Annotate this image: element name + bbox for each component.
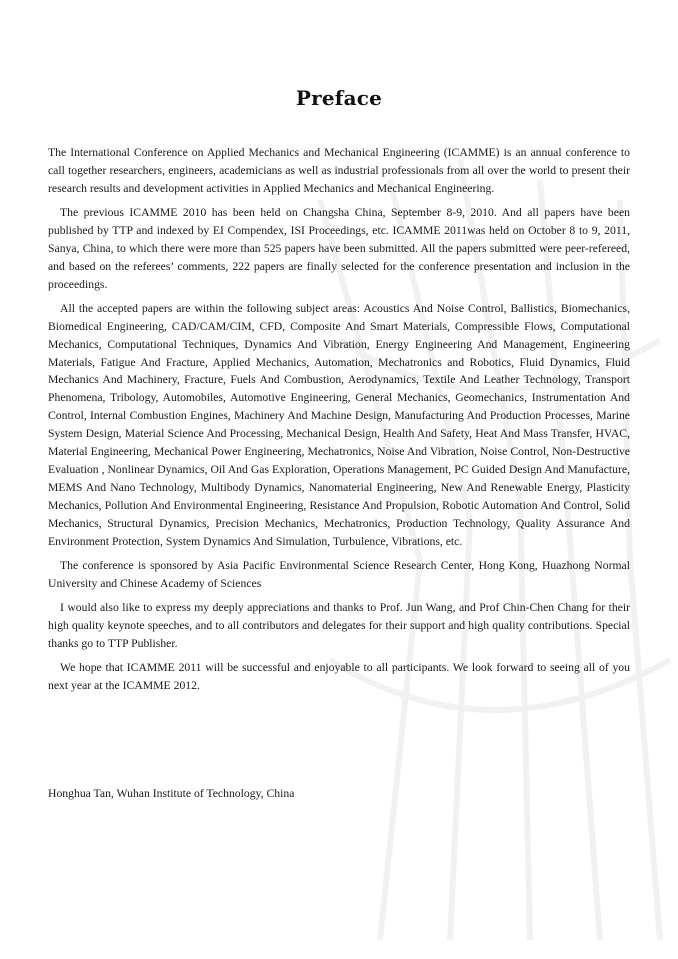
preface-body <box>48 144 630 701</box>
paragraph-history: The previous ICAMME 2010 has been held on Changsha China, September 8-9, 2010. And all papers have been published by TTP and indexed by EI Compendex, ISI Proceedings, etc. ICAMME 2011was held on October 8 to 9, 2011, Sanya, China, to which there were more than 525 papers have been submitted. All the papers submitted were peer-refereed, and based on the referees’ comments, 222 papers are finally selected for the conference presentation and inclusion in the proceedings. <box>48 206 630 291</box>
paragraph-sponsors: The conference is sponsored by Asia Pacific Environmental Science Research Center, Hong Kong, Huazhong Normal University and Chinese Academy of Sciences <box>48 558 630 590</box>
paragraph-closing: We hope that ICAMME 2011 will be successful and enjoyable to all participants. We look forward to seeing all of you next year at the ICAMME 2012. <box>48 660 630 692</box>
paragraph-subject-areas: All the accepted papers are within the following subject areas: Acoustics And Noise Control, Ballistics, Biomechanics, Biomedical Engineering, CAD/CAM/CIM, CFD, Composite And Smart Materials, Compressible Flows, Computational Mechanics, Computational Techniques, Dynamics And Vibration, Energy Engineering And Management, Engineering Materials, Fatigue And Fracture, Applied Mechanics, Automation, Mechatronics and Robotics, Fluid Dynamics, Fluid Mechanics And Machinery, Fracture, Fuels And Combustion, Aerodynamics, Textile And Leather Technology, Transport Phenomena, Tribology, Automobiles, Automotive Engineering, General Mechanics, Geomechanics, Instrumentation And Control, Internal Combustion Engines, Machinery And Machine Design, Manufacturing And Production Processes, Marine System Design, Material Science And Processing, Mechanical Design, Health And Safety, Heat And Mass Transfer, HVAC, Material Engineering, Mechanical Power Engineering, Mechatronics, Noise And Vibration, Noise Control, Non-Destructive Evaluation , Nonlinear Dynamics, Oil And Gas Exploration, Operations Management, PC Guided Design And Manufacture, MEMS And Nano Technology, Multibody Dynamics, Nanomaterial Engineering, New And Renewable Energy, Plasticity Mechanics, Pollution And Environmental Engineering, Resistance And Propulsion, Robotic Automation And Control, Solid Mechanics, Structural Dynamics, Precision Mechanics, Mechatronics, Production Technology, Quality Assurance And Environment Protection, System Dynamics And Simulation, Turbulence, Vibrations, etc. <box>48 301 630 548</box>
page-title: Preface <box>295 86 383 110</box>
paragraph-acknowledgements: I would also like to express my deeply appreciations and thanks to Prof. Jun Wang, and Prof Chin-Chen Chang for their high quality keynote speeches, and to all contributors and delegates for their support and high quality contributions. Special thanks go to TTP Publisher. <box>48 600 630 650</box>
author-signature: Honghua Tan, Wuhan Institute of Technology, China <box>48 787 295 800</box>
paragraph-introduction: The International Conference on Applied Mechanics and Mechanical Engineering (ICAMME) is an annual conference to call together researchers, engineers, academicians as well as industrial professionals from all over the world to present their research results and development activities in Applied Mechanics and Mechanical Engineering. <box>48 146 630 195</box>
